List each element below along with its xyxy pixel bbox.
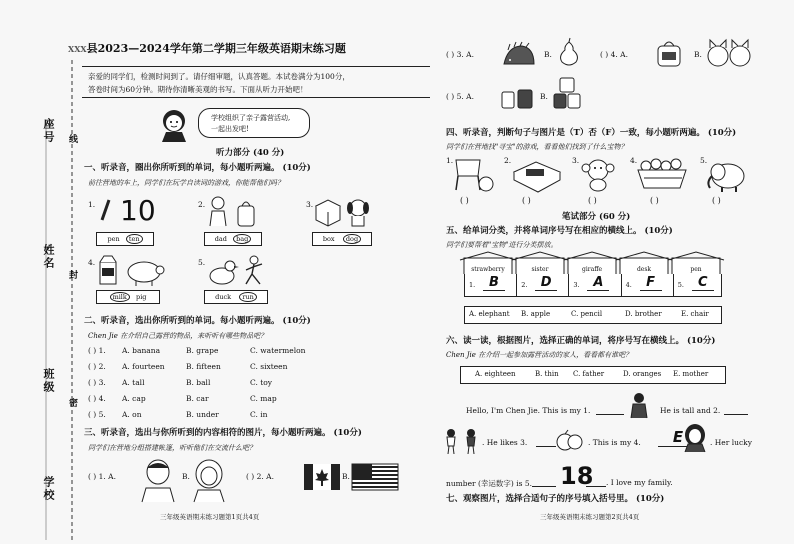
house3-cell[interactable] [569, 274, 621, 296]
s6-option-d: D. oranges [623, 370, 662, 378]
s6-line2-a: . He likes 3. [482, 438, 528, 447]
s3-q2[interactable]: ( ) 2. A. [246, 472, 274, 481]
s1-item1-box [96, 232, 154, 246]
s1-item5-box [204, 290, 268, 304]
s6-blank-1[interactable] [596, 414, 624, 415]
two-cats-illustration [704, 38, 754, 68]
man-portrait [140, 458, 176, 502]
s1-item5-right[interactable]: run [239, 292, 256, 302]
s4-num4: 4. [630, 156, 638, 165]
section3-heading: 三、听录音，选出与你所听到的内容相符的图片，每小题听两遍。 (10分) [84, 428, 362, 438]
house4-cell[interactable] [622, 274, 674, 296]
section5-heading: 五、给单词分类，并将单词序号写在相应的横线上。 (10分) [446, 226, 673, 236]
page-title [68, 40, 346, 56]
pear-illustration [556, 38, 582, 66]
section2-note: Chen Jie 在介绍自己露营的物品，来听听有哪些物品吧？ [88, 332, 268, 340]
s4-num1: 1. [446, 156, 454, 165]
s2-row1-b: B. grape [186, 346, 219, 355]
house5-num: 5. [677, 281, 684, 289]
section6-note: Chen Jie 在介绍一起参加露营活动的家人，看看都有谁吧？ [446, 351, 633, 359]
s2-row4-a: A. cap [122, 394, 146, 403]
house2-cell[interactable] [517, 274, 569, 296]
house4-num: 4. [625, 281, 632, 289]
s1-item5-left: duck [215, 293, 232, 301]
section5-note: 同学们要帮着"宝物"进行分类摆放。 [446, 241, 558, 249]
box-dog-illustration [314, 194, 374, 228]
s1-item2-box [204, 232, 262, 246]
bag-illustration [654, 38, 684, 68]
house1-word: strawberry [471, 266, 505, 273]
section4-note: 同学们在营地找"寻宝"的游戏，看看他们找到了什么宝物？ [446, 143, 628, 151]
s2-row2-b: B. fifteen [186, 362, 221, 371]
s3-q2-b: B. [342, 472, 350, 481]
tr-q3[interactable]: ( ) 3. A. [446, 50, 474, 59]
s6-blank-2[interactable] [724, 414, 748, 415]
house4-answer: F [640, 275, 662, 291]
usa-flag-icon [352, 464, 398, 490]
section4-heading: 四、听录音，判断句子与图片是（T）否（F）一致，每小题听两遍。 (10分) [446, 128, 737, 138]
name-label: 姓名 [42, 244, 55, 270]
section2-heading: 二、听录音，选出你所听到的单词。每小题听两遍。 (10分) [84, 316, 311, 326]
tr-q5[interactable]: ( ) 5. A. [446, 92, 474, 101]
s2-row5-a: A. on [122, 410, 142, 419]
bubble-line2: 一起出发吧! [211, 125, 249, 133]
s1-item3-right[interactable]: dog [343, 234, 361, 244]
s1-item1-right[interactable]: ten [126, 234, 143, 244]
footer-left: 三年级英语期末练习题第1页共4页 [160, 513, 260, 521]
dad-bag-illustration [208, 196, 258, 228]
s4-answer-5[interactable]: ( ) [712, 196, 721, 205]
s4-num5: 5. [700, 156, 708, 165]
s2-row1-a: A. banana [122, 346, 161, 355]
s1-item3-box [312, 232, 372, 246]
section7-heading: 七、观察图片，选择合适句子的序号填入括号里。 (10分) [446, 494, 665, 504]
s6-option-e: E. mother [673, 370, 709, 378]
s3-q1-b: B. [182, 472, 190, 481]
s6-line2-c: . Her lucky [710, 438, 752, 447]
milk-pig-illustration [98, 254, 168, 286]
house2-word: sister [531, 266, 549, 273]
house3-num: 3. [573, 281, 580, 289]
s2-row3-num[interactable]: ( ) 3. [88, 378, 106, 387]
s6-answer-4[interactable]: E [658, 428, 698, 447]
s6-blank-5[interactable] [532, 486, 556, 487]
s2-row3-a: A. tall [122, 378, 145, 387]
s1-item5-num: 5. [198, 258, 206, 267]
s5-option-d: D. brother [625, 310, 662, 318]
house4-word: desk [636, 266, 652, 273]
s6-line2-b: . This is my 4. [588, 438, 641, 447]
s4-answer-3[interactable]: ( ) [588, 196, 597, 205]
s2-row5-num[interactable]: ( ) 5. [88, 410, 106, 419]
canada-flag-icon [304, 464, 340, 490]
binding-margin [0, 0, 78, 544]
s6-options-box [460, 366, 726, 384]
elephant-illustration [704, 160, 748, 192]
section3-note: 同学们在营地分组搭建帐篷，听听他们在交流什么吧？ [88, 444, 256, 452]
s6-option-c: C. father [573, 370, 605, 378]
bags-group-b [552, 76, 582, 110]
s5-option-a: A. elephant [469, 310, 510, 318]
s6-option-b: B. thin [535, 370, 559, 378]
house3-answer: A [587, 275, 609, 291]
school-label: 学校 [42, 476, 55, 502]
monkey-illustration [578, 156, 618, 192]
father-illustration [628, 392, 650, 418]
s5-option-b: B. apple [521, 310, 551, 318]
s4-answer-4[interactable]: ( ) [650, 196, 659, 205]
s4-num3: 3. [572, 156, 580, 165]
s1-item1-left: pen [107, 235, 120, 243]
oranges-illustration [556, 430, 584, 452]
s5-option-e: E. chair [681, 310, 709, 318]
s2-row4-num[interactable]: ( ) 4. [88, 394, 106, 403]
section6-heading: 六、读一读，根据图片，选择正确的单词，将序号写在横线上。 (10分) [446, 336, 716, 346]
s2-row4-c: C. map [250, 394, 277, 403]
s1-item4-left[interactable]: milk [110, 292, 130, 302]
s2-row2-num[interactable]: ( ) 2. [88, 362, 106, 371]
seal-label: 封 [67, 270, 77, 281]
s2-row4-b: B. car [186, 394, 209, 403]
s1-item4-right: pig [136, 293, 147, 301]
house5-word: pen [690, 266, 702, 273]
pencil-icon [98, 198, 112, 222]
s2-row5-c: C. in [250, 410, 268, 419]
s2-row1-num[interactable]: ( ) 1. [88, 346, 106, 355]
two-kids-illustration [442, 428, 482, 454]
s4-num2: 2. [504, 156, 512, 165]
woman-portrait [192, 458, 226, 502]
intro-box [82, 66, 430, 98]
house1-answer: B [483, 275, 505, 291]
s6-option-a: A. eighteen [475, 370, 516, 378]
s5-option-c: C. pencil [571, 310, 603, 318]
tr-q4-b: B. [694, 50, 702, 59]
s2-row3-c: C. toy [250, 378, 273, 387]
duck-run-illustration [206, 254, 266, 286]
s6-blank-3[interactable] [536, 446, 556, 447]
s2-row3-b: B. ball [186, 378, 211, 387]
s2-row1-c: C. watermelon [250, 346, 306, 355]
chair-ball-illustration [452, 156, 494, 192]
s4-answer-2[interactable]: ( ) [522, 196, 531, 205]
s2-row2-a: A. fourteen [122, 362, 165, 371]
house5-answer: C [692, 275, 714, 291]
s1-item1-num: 1. [88, 200, 96, 209]
s1-item3-num: 3. [306, 200, 314, 209]
house5-cell[interactable] [674, 274, 721, 296]
line-label: 线 [67, 134, 77, 145]
seat-label: 座号 [42, 118, 55, 144]
s6-line1-a: Hello, I'm Chen Jie. This is my 1. [466, 406, 591, 415]
speech-bubble [198, 108, 310, 138]
fruit-basket-illustration [636, 156, 688, 192]
tr-q4[interactable]: ( ) 4. A. [600, 50, 628, 59]
class-label: 班级 [42, 368, 55, 394]
listening-title: 听力部分 (40 分) [216, 148, 285, 158]
s2-row2-c: C. sixteen [250, 362, 288, 371]
s1-item3-left: box [322, 235, 335, 243]
s6-blank-after-18 [586, 486, 606, 487]
s6-line3-b: . I love my family. [606, 478, 673, 487]
title-text: 县2023—2024学年第二学期三年级英语期末练习题 [86, 42, 346, 55]
mother-illustration [682, 424, 708, 452]
big-eighteen: 18 [560, 462, 594, 490]
house3-word: giraffe [581, 266, 603, 273]
footer-right: 三年级英语期末练习题第2页共4页 [540, 513, 640, 521]
s1-item2-right[interactable]: bag [233, 234, 251, 244]
s3-q1[interactable]: ( ) 1. A. [88, 472, 116, 481]
girl-illustration [156, 108, 196, 142]
section1-note: 前往营地的车上，同学们在玩学自读词的游戏，你能帮他们吗？ [88, 179, 284, 187]
house-answer-row [464, 274, 722, 297]
section1-heading: 一、听录音，圈出你所听到的单词，每小题听两遍。 (10分) [84, 163, 311, 173]
bags-group-a [500, 86, 534, 110]
big-ten: 10 [120, 194, 156, 227]
s1-item2-num: 2. [198, 200, 206, 209]
s1-item4-num: 4. [88, 258, 96, 267]
title-prefix: XXX [68, 44, 87, 54]
car-box-illustration [512, 158, 562, 194]
s2-row5-b: B. under [186, 410, 219, 419]
s6-line3-a: number (幸运数字) is 5. [446, 479, 533, 488]
s6-line1-b: He is tall and 2. [660, 406, 721, 415]
house1-cell[interactable] [465, 274, 517, 296]
s1-item2-left: dad [214, 235, 227, 243]
tr-q3-b: B. [544, 50, 552, 59]
s5-options-box [464, 306, 722, 324]
s1-item4-box [96, 290, 160, 304]
intro-line2: 答卷时间为60分钟。期待你清晰美观的书写。下面从听力开始吧！ [88, 85, 308, 94]
house2-answer: D [535, 275, 557, 291]
house2-num: 2. [521, 281, 528, 289]
house1-num: 1. [469, 281, 476, 289]
bubble-line1: 学校组织了亲子露营活动, [211, 114, 291, 122]
intro-line1: 亲爱的同学们，检测时间到了。请仔细审题，认真答题。本试卷满分为100分， [88, 72, 350, 81]
s4-answer-1[interactable]: ( ) [460, 196, 469, 205]
tr-q5-b: B. [540, 92, 548, 101]
written-title: 笔试部分 (60 分) [562, 212, 631, 222]
hedgehog-illustration [502, 42, 536, 68]
secret-label: 密 [67, 398, 77, 409]
